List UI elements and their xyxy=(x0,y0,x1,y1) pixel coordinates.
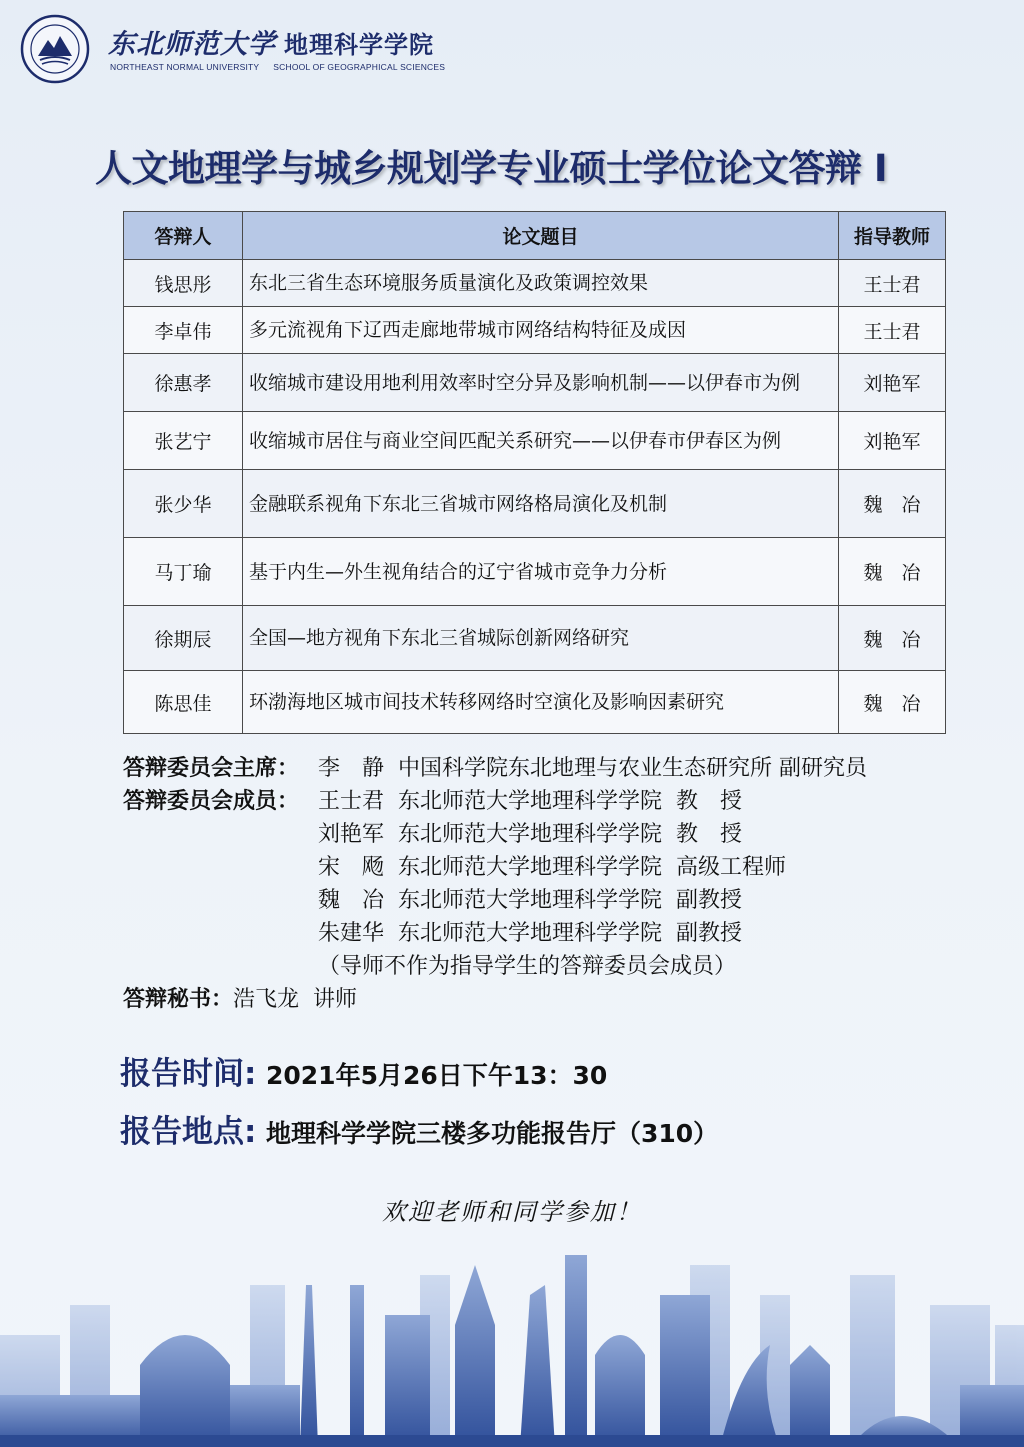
column-header-advisor: 指导教师 xyxy=(839,212,946,260)
table-row xyxy=(124,412,946,470)
committee-member: 刘艳军 东北师范大学地理科学学院 教 授 xyxy=(318,822,742,847)
defender-name: 徐期辰 xyxy=(124,606,243,671)
table-row xyxy=(124,671,946,734)
advisor-name: 王士君 xyxy=(839,307,946,354)
thesis-topic: 全国—地方视角下东北三省城际创新网络研究 xyxy=(243,606,839,671)
welcome-message: 欢迎老师和同学参加！ xyxy=(382,1198,642,1226)
table-row xyxy=(124,606,946,671)
university-name-en: NORTHEAST NORMAL UNIVERSITY xyxy=(110,62,260,72)
advisor-name: 魏 冶 xyxy=(839,538,946,606)
report-time-label: 报告时间: xyxy=(120,1056,257,1092)
committee-chair-label: 答辩委员会主席： xyxy=(123,756,300,781)
advisor-name: 魏 冶 xyxy=(839,606,946,671)
defender-name: 马丁瑜 xyxy=(124,538,243,606)
thesis-topic: 环渤海地区城市间技术转移网络时空演化及影响因素研究 xyxy=(243,671,839,734)
advisor-name: 刘艳军 xyxy=(839,412,946,470)
advisor-name: 刘艳军 xyxy=(839,354,946,412)
defender-name: 李卓伟 xyxy=(124,307,243,354)
committee-section xyxy=(123,752,953,1016)
school-name-en xyxy=(110,62,445,72)
committee-member-row xyxy=(123,818,953,851)
report-time xyxy=(120,1048,607,1093)
thesis-topic: 多元流视角下辽西走廊地带城市网络结构特征及成因 xyxy=(243,307,839,354)
column-header-defender: 答辩人 xyxy=(124,212,243,260)
defender-name: 徐惠孝 xyxy=(124,354,243,412)
page-title: 人文地理学与城乡规划学专业硕士学位论文答辩 I xyxy=(95,147,888,190)
secretary-row xyxy=(123,983,953,1016)
report-place-value: 地理科学学院三楼多功能报告厅（310） xyxy=(265,1119,719,1148)
committee-member-row xyxy=(123,785,953,818)
report-time-value: 2021年5月26日下午13：30 xyxy=(265,1061,608,1090)
advisor-name: 魏 冶 xyxy=(839,470,946,538)
committee-member: 宋 飏 东北师范大学地理科学学院 高级工程师 xyxy=(318,855,786,880)
table-row xyxy=(124,260,946,307)
committee-note-row xyxy=(123,950,953,983)
advisor-name: 王士君 xyxy=(839,260,946,307)
table-row xyxy=(124,354,946,412)
committee-member: 王士君 东北师范大学地理科学学院 教 授 xyxy=(318,789,742,814)
thesis-topic: 金融联系视角下东北三省城市网络格局演化及机制 xyxy=(243,470,839,538)
secretary-label: 答辩秘书： xyxy=(123,987,234,1012)
column-header-topic: 论文题目 xyxy=(243,212,839,260)
committee-member: 朱建华 东北师范大学地理科学学院 副教授 xyxy=(318,921,742,946)
committee-note: （导师不作为指导学生的答辩委员会成员） xyxy=(318,954,737,979)
defender-name: 陈思佳 xyxy=(124,671,243,734)
university-seal-logo xyxy=(20,14,90,84)
school-name-cn xyxy=(108,22,434,61)
defender-name: 张少华 xyxy=(124,470,243,538)
table-row xyxy=(124,538,946,606)
university-name-cn: 东北师范大学 xyxy=(108,29,276,60)
secretary: 浩飞龙 讲师 xyxy=(233,987,358,1012)
table-row xyxy=(124,307,946,354)
thesis-topic: 基于内生—外生视角结合的辽宁省城市竞争力分析 xyxy=(243,538,839,606)
table-row xyxy=(124,470,946,538)
school-name-en-dept: SCHOOL OF GEOGRAPHICAL SCIENCES xyxy=(273,62,446,72)
thesis-defense-table xyxy=(123,211,946,734)
city-skyline-illustration xyxy=(0,1245,1024,1447)
committee-chair: 李 静 中国科学院东北地理与农业生态研究所 副研究员 xyxy=(318,756,867,781)
defender-name: 张艺宁 xyxy=(124,412,243,470)
committee-chair-row xyxy=(123,752,953,785)
thesis-topic: 收缩城市居住与商业空间匹配关系研究——以伊春市伊春区为例 xyxy=(243,412,839,470)
advisor-name: 魏 冶 xyxy=(839,671,946,734)
report-place xyxy=(120,1106,718,1151)
committee-member: 魏 冶 东北师范大学地理科学学院 副教授 xyxy=(318,888,742,913)
school-name-department: 地理科学学院 xyxy=(284,31,434,59)
report-place-label: 报告地点: xyxy=(120,1114,257,1150)
committee-members-label: 答辩委员会成员： xyxy=(123,789,300,814)
table-header-row xyxy=(124,212,946,260)
committee-member-row xyxy=(123,884,953,917)
committee-member-row xyxy=(123,851,953,884)
thesis-topic: 东北三省生态环境服务质量演化及政策调控效果 xyxy=(243,260,839,307)
defender-name: 钱思彤 xyxy=(124,260,243,307)
thesis-topic: 收缩城市建设用地利用效率时空分异及影响机制——以伊春市为例 xyxy=(243,354,839,412)
committee-member-row xyxy=(123,917,953,950)
